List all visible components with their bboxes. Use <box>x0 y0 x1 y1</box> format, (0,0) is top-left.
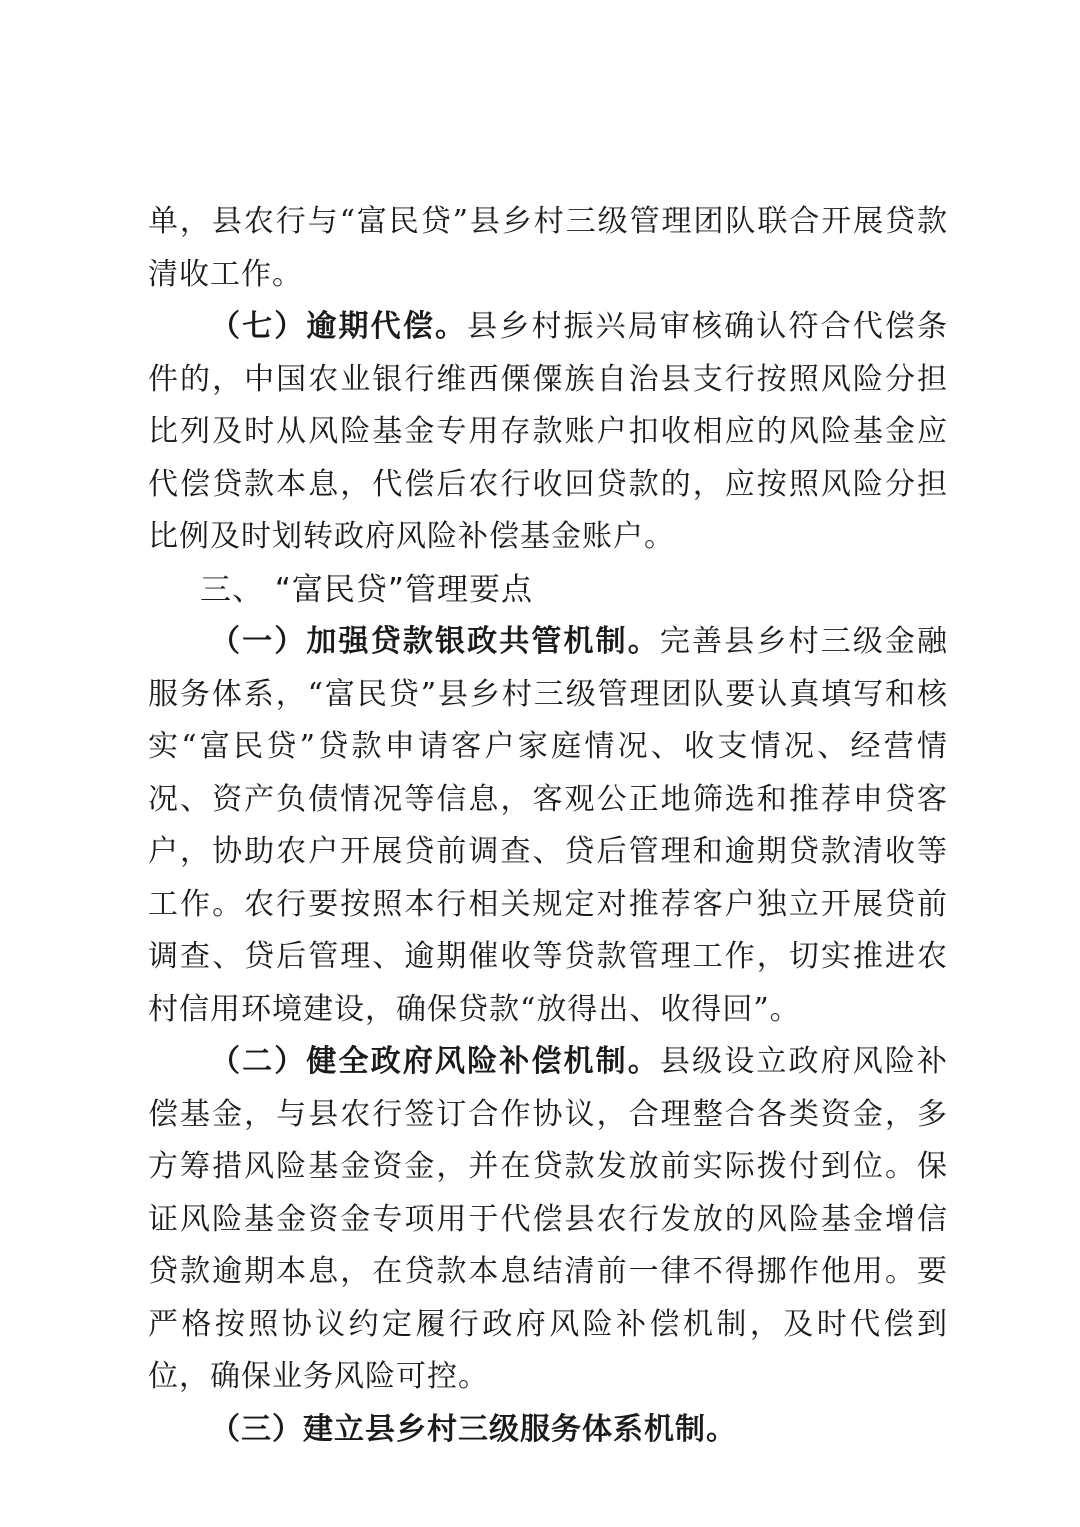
paragraph-text: 单，县农行与“富民贷”县乡村三级管理团队联合开展贷款清收工作。 <box>148 204 948 292</box>
paragraph-continuation <box>148 196 948 301</box>
paragraph-lead: （二）健全政府风险补偿机制。 <box>210 1044 660 1079</box>
paragraph-lead: （一）加强贷款银政共管机制。 <box>210 624 660 659</box>
document-page <box>148 196 948 1456</box>
paragraph-text: 县级设立政府风险补偿基金，与县农行签订合作协议，合理整合各类资金，多方筹措风险基金资金，并在贷款发放前实际拨付到位。保证风险基金资金专项用于代偿县农行发放的风险基金增信贷款逾期本息，在贷款本息结清前一律不得挪作他用。要严格按照协议约定履行政府风险补偿机制，及时代偿到位，确保业务风险可控。 <box>148 1044 949 1394</box>
paragraph-text: 完善县乡村三级金融服务体系，“富民贷”县乡村三级管理团队要认真填写和核实“富民贷”贷款申请客户家庭情况、收支情况、经营情况、资产负债情况等信息，客观公正地筛选和推荐申贷客户，协助农户开展贷前调查、贷后管理和逾期贷款清收等工作。农行要按照本行相关规定对推荐客户独立开展贷前调查、贷后管理、逾期催收等贷款管理工作，切实推进农村信用环境建设，确保贷款“放得出、收得回”。 <box>148 624 949 1027</box>
paragraph-overdue-compensation <box>148 301 948 564</box>
section-heading: 三、 “富民贷”管理要点 <box>200 571 533 608</box>
paragraph-text: 县乡村振兴局审核确认符合代偿条件的，中国农业银行维西傈僳族自治县支行按照风险分担比列及时从风险基金专用存款账户扣收相应的风险基金应代偿贷款本息，代偿后农行收回贷款的，应按照风险分担比例及时划转政府风险补偿基金账户。 <box>148 309 949 554</box>
paragraph-service-system <box>148 1404 948 1457</box>
paragraph-lead: （七）逾期代偿。 <box>210 309 468 344</box>
paragraph-lead: （三）建立县乡村三级服务体系机制。 <box>210 1411 737 1447</box>
paragraph-joint-management <box>148 616 948 1036</box>
paragraph-risk-compensation <box>148 1036 948 1404</box>
